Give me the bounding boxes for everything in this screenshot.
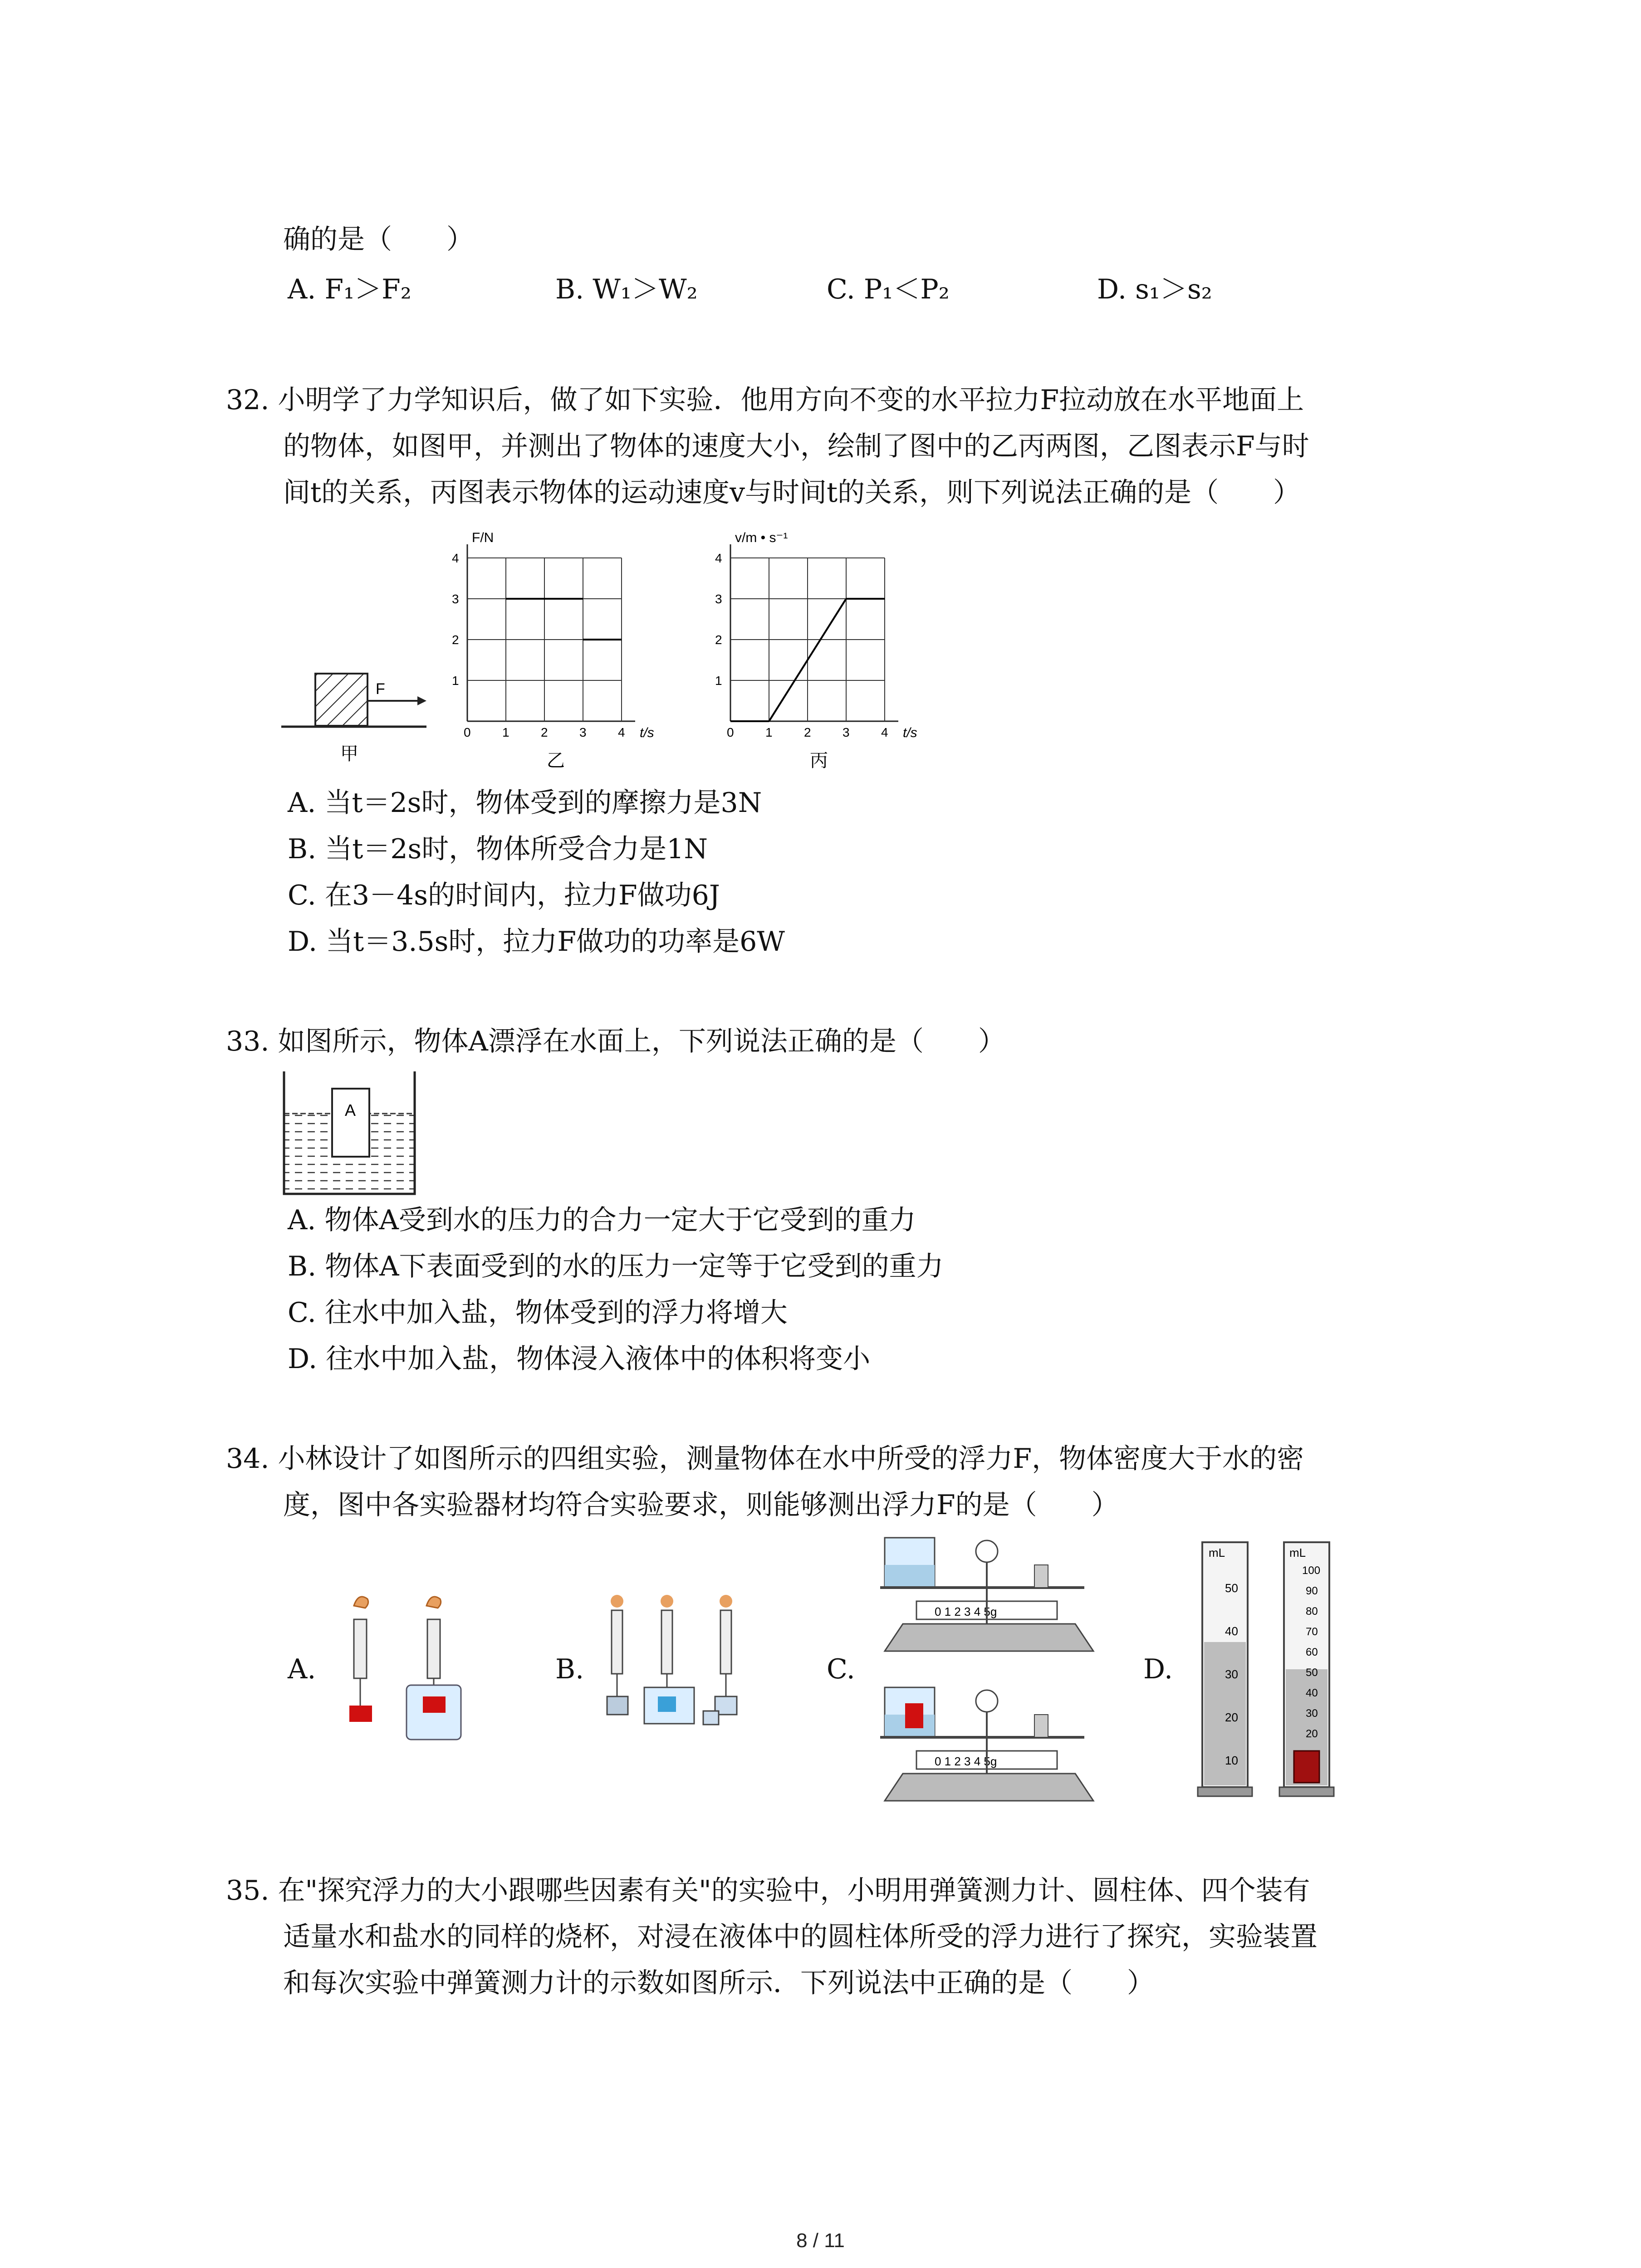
svg-text:100: 100 bbox=[1302, 1564, 1321, 1577]
q31-option-a: A. F₁＞F₂ bbox=[288, 274, 411, 305]
x-axis-label: t/s bbox=[640, 725, 654, 740]
q35-line-2: 适量水和盐水的同样的烧杯，对浸在液体中的圆柱体所受的浮力进行了探究，实验装置 bbox=[283, 1921, 1318, 1953]
hand-icon bbox=[426, 1597, 441, 1608]
data-lines bbox=[506, 599, 622, 640]
svg-text:30: 30 bbox=[1225, 1667, 1238, 1681]
q32-option-c: C. 在3－4s的时间内，拉力F做功6J bbox=[288, 880, 720, 911]
q31-option-c: C. P₁＜P₂ bbox=[827, 274, 950, 305]
page-number: 8 / 11 bbox=[796, 2229, 845, 2252]
svg-text:80: 80 bbox=[1306, 1605, 1318, 1618]
svg-text:60: 60 bbox=[1306, 1646, 1318, 1658]
svg-text:20: 20 bbox=[1225, 1711, 1238, 1724]
q34-line-2: 度，图中各实验器材均符合实验要求，则能够测出浮力F的是（ ） bbox=[283, 1489, 1119, 1521]
q32-line-2: 的物体，如图甲，并测出了物体的速度大小，绘制了图中的乙丙两图，乙图表示F与时 bbox=[283, 430, 1309, 462]
x-axis-label: t/s bbox=[903, 725, 917, 740]
y-tick-label: 2 bbox=[715, 633, 722, 647]
q32-option-b: B. 当t＝2s时，物体所受合力是1N bbox=[288, 833, 708, 865]
graduated-cylinder-1 bbox=[1198, 1542, 1252, 1796]
red-block bbox=[349, 1706, 372, 1722]
y-tick-label: 3 bbox=[715, 592, 722, 606]
x-tick-label: 2 bbox=[541, 725, 548, 739]
balance-bottom bbox=[880, 1687, 1093, 1801]
q32-line-3: 间t的关系，丙图表示物体的运动速度v与时间t的关系，则下列说法正确的是（ ） bbox=[283, 477, 1301, 508]
svg-text:50: 50 bbox=[1225, 1581, 1238, 1595]
q31-option-b: B. W₁＞W₂ bbox=[555, 274, 698, 305]
svg-text:50: 50 bbox=[1306, 1667, 1318, 1679]
q34-option-c-label: C. bbox=[827, 1653, 855, 1685]
balance-top bbox=[880, 1538, 1093, 1651]
force-label: F bbox=[376, 680, 385, 698]
q32-graph-yi bbox=[436, 522, 671, 776]
x-tick-label: 0 bbox=[464, 725, 471, 739]
svg-text:90: 90 bbox=[1306, 1585, 1318, 1597]
svg-text:0 1 2 3 4 5g: 0 1 2 3 4 5g bbox=[935, 1605, 997, 1618]
label-jia: 甲 bbox=[340, 744, 358, 764]
q34-line-1: 34. 小林设计了如图所示的四组实验，测量物体在水中所受的浮力F，物体密度大于水的密 bbox=[226, 1443, 1304, 1475]
x-tick-label: 4 bbox=[881, 725, 888, 739]
label-yi: 乙 bbox=[547, 751, 565, 771]
q34-option-b-label: B. bbox=[555, 1653, 584, 1685]
q34-option-d-label: D. bbox=[1143, 1653, 1173, 1685]
svg-text:40: 40 bbox=[1306, 1687, 1318, 1699]
y-tick-label: 1 bbox=[715, 674, 722, 688]
q32-option-d: D. 当t＝3.5s时，拉力F做功的功率是6W bbox=[288, 926, 785, 958]
q33-option-c: C. 往水中加入盐，物体受到的浮力将增大 bbox=[288, 1297, 788, 1329]
q34-figure-b bbox=[599, 1583, 749, 1755]
q31-line: 确的是（ ） bbox=[283, 224, 474, 255]
spring-scale bbox=[427, 1619, 440, 1678]
q33-option-d: D. 往水中加入盐，物体浸入液体中的体积将变小 bbox=[288, 1343, 871, 1375]
svg-text:20: 20 bbox=[1306, 1728, 1318, 1740]
y-tick-label: 2 bbox=[452, 633, 459, 647]
q32-option-a: A. 当t＝2s时，物体受到的摩擦力是3N bbox=[288, 787, 762, 819]
red-block bbox=[423, 1696, 446, 1713]
q35-line-3: 和每次实验中弹簧测力计的示数如图所示．下列说法中正确的是（ ） bbox=[283, 1967, 1154, 1999]
block bbox=[315, 674, 367, 726]
y-axis-label: v/m • s⁻¹ bbox=[735, 530, 788, 545]
svg-text:30: 30 bbox=[1306, 1707, 1318, 1720]
label-bing: 丙 bbox=[810, 751, 828, 771]
x-tick-label: 3 bbox=[843, 725, 850, 739]
svg-text:mL: mL bbox=[1289, 1546, 1306, 1559]
svg-text:40: 40 bbox=[1225, 1624, 1238, 1638]
q33-figure bbox=[281, 1070, 417, 1198]
q34-figure-a bbox=[327, 1588, 481, 1760]
q33-option-b: B. 物体A下表面受到的水的压力一定等于它受到的重力 bbox=[288, 1251, 944, 1282]
y-tick-label: 4 bbox=[715, 551, 722, 565]
spring-scale bbox=[354, 1619, 367, 1678]
q33-line: 33. 如图所示，物体A漂浮在水面上，下列说法正确的是（ ） bbox=[226, 1026, 1005, 1057]
y-tick-label: 3 bbox=[452, 592, 459, 606]
q32-line-1: 32. 小明学了力学知识后，做了如下实验．他用方向不变的水平拉力F拉动放在水平地面上 bbox=[226, 384, 1304, 416]
x-tick-label: 4 bbox=[618, 725, 625, 739]
q33-option-a: A. 物体A受到水的压力的合力一定大于它受到的重力 bbox=[288, 1204, 916, 1236]
y-tick-label: 4 bbox=[452, 551, 459, 565]
graduated-cylinder-2 bbox=[1279, 1542, 1334, 1796]
q32-figure-jia bbox=[272, 626, 445, 785]
hand-icon bbox=[354, 1597, 368, 1608]
svg-text:0 1 2 3 4 5g: 0 1 2 3 4 5g bbox=[935, 1755, 997, 1768]
x-tick-label: 1 bbox=[765, 725, 773, 739]
svg-text:10: 10 bbox=[1225, 1754, 1238, 1767]
x-tick-label: 1 bbox=[502, 725, 509, 739]
svg-text:mL: mL bbox=[1209, 1546, 1225, 1559]
block-a-label: A bbox=[345, 1101, 356, 1119]
q34-figure-d bbox=[1193, 1533, 1347, 1805]
q31-option-d: D. s₁＞s₂ bbox=[1097, 274, 1212, 305]
grid bbox=[452, 544, 635, 739]
grid bbox=[715, 544, 898, 739]
q34-figure-c bbox=[871, 1529, 1107, 1819]
q34-option-a-label: A. bbox=[288, 1653, 316, 1685]
x-tick-label: 3 bbox=[579, 725, 587, 739]
y-tick-label: 1 bbox=[452, 674, 459, 688]
x-tick-label: 2 bbox=[804, 725, 811, 739]
block-a bbox=[332, 1089, 369, 1157]
y-axis-label: F/N bbox=[472, 530, 494, 545]
x-tick-label: 0 bbox=[727, 725, 734, 739]
q32-graph-bing bbox=[699, 522, 935, 776]
svg-text:70: 70 bbox=[1306, 1626, 1318, 1638]
q35-line-1: 35. 在"探究浮力的大小跟哪些因素有关"的实验中，小明用弹簧测力计、圆柱体、四个装有 bbox=[226, 1875, 1310, 1906]
arrow-head bbox=[417, 696, 426, 705]
